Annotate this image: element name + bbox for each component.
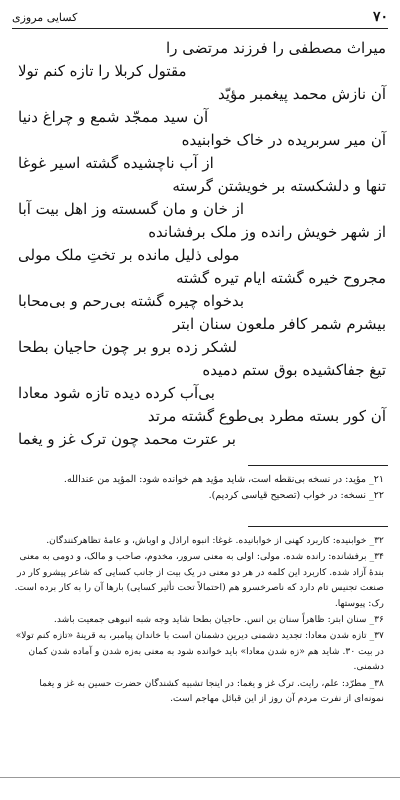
notes-divider — [248, 526, 388, 527]
note-item: ۳۸_ مطرّد: علم، رایت. ترک غز و یغما: در اینجا تشبیه کشندگان حضرت حسین به غز و یغما نمونه‌ای از نفرت مردم آن روز از این قبائل مهاجم است. — [39, 677, 384, 705]
poem-line: آن نازش محمد پیغمبر مؤیّد — [217, 85, 386, 103]
poem — [12, 37, 388, 451]
poem-line: میراث مصطفی را فرزند مرتضی را — [166, 39, 386, 57]
poem-line: از آب ناچشیده گشته اسیر غوغا — [18, 154, 214, 172]
poem-line: بر عترت محمد چون ترک غز و یغما — [18, 430, 236, 448]
poem-line: آن کور بسته مطرد بی‌طوع گشته مرتد — [147, 407, 386, 425]
footnote: ۲۲_ نسخه: در خواب (تصحیح قیاسی کردیم). — [208, 490, 384, 501]
poem-line: لشکر زده برو بر چون حاجیان بطحا — [18, 338, 238, 356]
bottom-divider — [0, 777, 400, 778]
page-header — [12, 6, 388, 29]
note-item: ۳۲_ خوابنیده: کاربرد کهنی از خوابانیده. غوغا: انبوه اراذل و اوباش، و عامهٔ تظاهرکنندگان. — [46, 535, 384, 546]
poem-line: از خان و مان گسسته وز اهل بیت آبا — [18, 200, 245, 218]
poem-line: آن سید ممجّد شمع و چراغ دنیا — [18, 108, 209, 126]
poem-line: بدخواه چیره گشته بی‌رحم و بی‌محابا — [18, 292, 245, 310]
poem-line: از شهر خویش رانده وز ملک برفشانده — [148, 223, 386, 241]
notes-section — [12, 533, 388, 706]
poem-line: مقتول کربلا را تازه کنم تولا — [18, 62, 187, 80]
poem-line: تیغ جفاکشیده بوق ستم دمیده — [202, 361, 386, 379]
poem-line: مولی ذلیل مانده بر تختِ ملک مولی — [18, 246, 240, 264]
poem-line: آن میر سربریده در خاک خوابنیده — [181, 131, 386, 149]
poem-line: تنها و دلشکسته بر خویشتن گرسته — [172, 177, 386, 195]
poem-line: مجروح خیره گشته ایام تیره گشته — [176, 269, 386, 287]
page-number: ۷۰ — [372, 9, 388, 25]
poem-line: بی‌آب کرده دیده تازه شود معادا — [18, 384, 215, 402]
note-item: ۳۶_ سنان ابتر: ظاهراً سنان بن انس. حاجیان بطحا شاید وجه شبه انبوهی جمعیت باشد. — [53, 614, 384, 626]
note-item: ۳۴_ برفشانده: رانده شده. مولی: اولی به معنی سرور، مخدوم، صاحب و مالک، و دومی به معنی بندهٔ آزاد شده. کاربرد این کلمه در هر دو معنی در یک بیت از جانب کسایی که شاعر پیشرو کار در صنعت تجنیس تام دارد که ناصرخسرو هم (احتمالاً تحت تأثیر کسایی) بارها آن را به کار برده است. رک: پیوستها. — [14, 551, 384, 609]
note-item: ۳۷_ تازه شدن معادا: تجدید دشمنی دیرین دشمنان است با خاندان پیامبر، به قرینهٔ «تازه کنم تولا» در بیت ۳۰. شاید هم «زه شدن معادا» باید خوانده شود به معنی به‌زه شدن و آماده شدن کمان دشمنی. — [15, 630, 384, 673]
footnote-divider — [248, 465, 388, 466]
running-title: کسایی مروزی — [12, 10, 78, 24]
poem-line: بیشرم شمر کافر ملعون سنان ابتر — [173, 315, 386, 333]
footnote: ۲۱_ مؤید: در نسخه بی‌نقطه است، شاید مؤید هم خوانده شود: المؤید من عندالله. — [63, 474, 384, 485]
